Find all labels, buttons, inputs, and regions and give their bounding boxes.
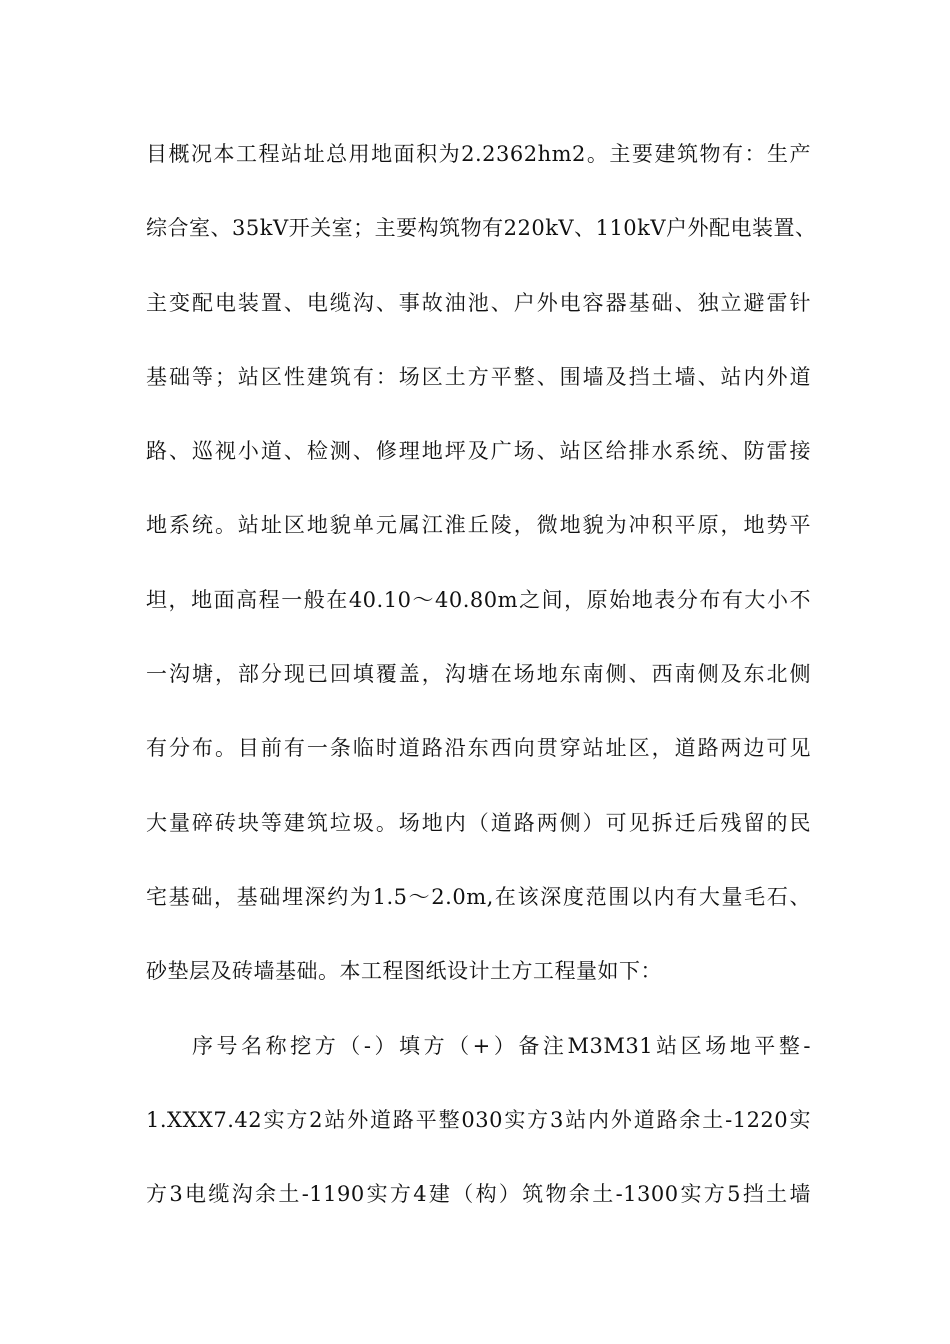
text-line-1: 目概况本工程站址总用地面积为2.2362hm2。主要建筑物有：生产	[146, 142, 811, 166]
text-line-11: 宅基础，基础埋深约为1.5～2.0m,在该深度范围以内有大量毛石、	[146, 884, 811, 909]
text-line-5: 路、巡视小道、检测、修理地坪及广场、站区给排水系统、防雷接	[146, 439, 811, 464]
table-paragraph-line-1: 序号名称挖方（-）填方（+）备注M3M31站区场地平整-	[192, 1033, 811, 1058]
text-line-2: 综合室、35kV开关室；主要构筑物有220kV、110kV户外配电装置、	[146, 216, 817, 241]
text-line-12: 砂垫层及砖墙基础。本工程图纸设计土方工程量如下：	[146, 959, 662, 984]
body-text	[146, 130, 817, 1244]
table-paragraph-line-3: 方3电缆沟余土-1190实方4建（构）筑物余土-1300实方5挡土墙	[146, 1182, 811, 1207]
text-line-9: 有分布。目前有一条临时道路沿东西向贯穿站址区，道路两边可见	[146, 736, 811, 761]
text-line-3: 主变配电装置、电缆沟、事故油池、户外电容器基础、独立避雷针	[146, 290, 811, 315]
text-line-4: 基础等；站区性建筑有：场区土方平整、围墙及挡土墙、站内外道	[146, 364, 811, 389]
text-line-10: 大量碎砖块等建筑垃圾。场地内（道路两侧）可见拆迁后残留的民	[146, 810, 811, 835]
text-line-6: 地系统。站址区地貌单元属江淮丘陵，微地貌为冲积平原，地势平	[146, 513, 811, 538]
text-line-8: 一沟塘，部分现已回填覆盖，沟塘在场地东南侧、西南侧及东北侧	[146, 662, 811, 687]
table-paragraph-line-2: 1.XXX7.42实方2站外道路平整030实方3站内外道路余土-1220实	[146, 1107, 811, 1132]
text-line-7: 坦，地面高程一般在40.10～40.80m之间，原始地表分布有大小不	[146, 587, 811, 612]
